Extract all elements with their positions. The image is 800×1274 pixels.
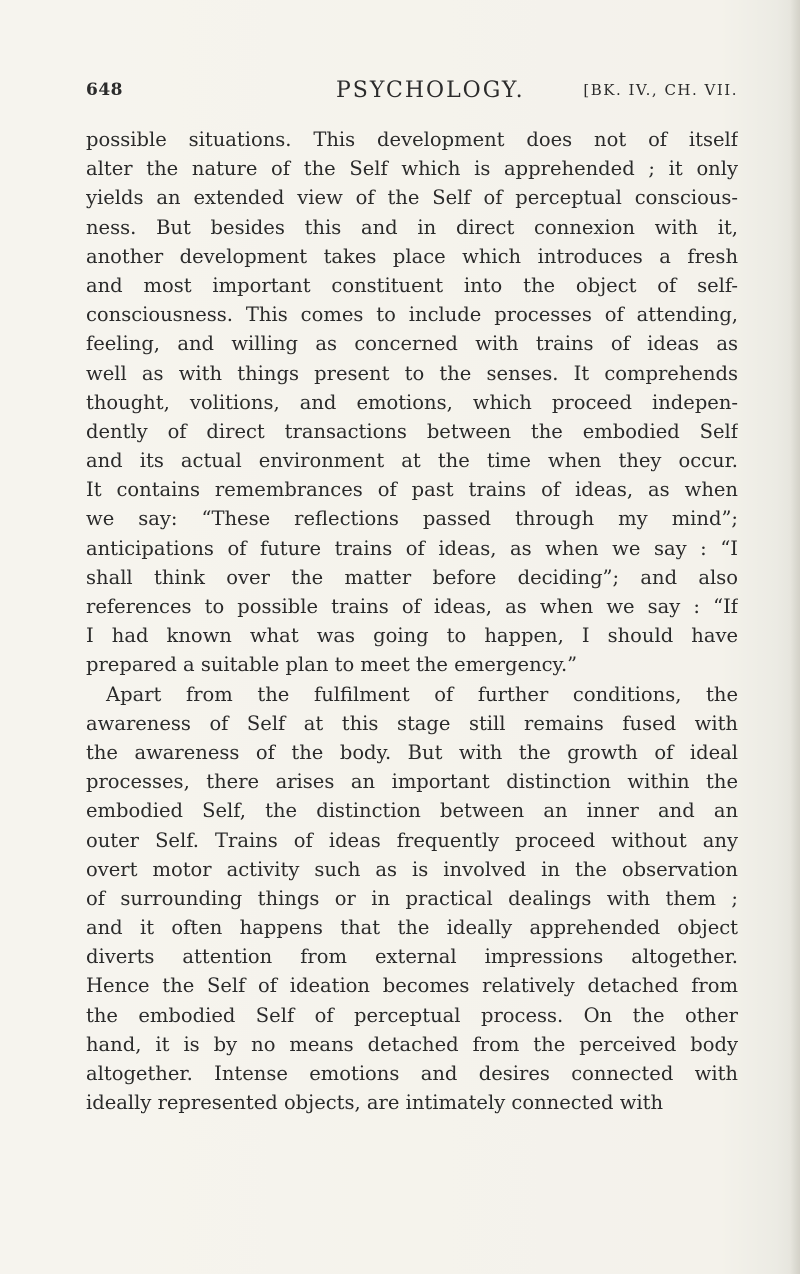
text-line: embodied Self, the distinction between an inner and an bbox=[86, 799, 738, 823]
text-line: awareness of Self at this stage still remains fused with bbox=[86, 711, 738, 735]
page-edge-shadow bbox=[790, 0, 800, 1274]
text-line: thought, volitions, and emotions, which proceed indepen- bbox=[86, 390, 738, 414]
text-line: outer Self. Trains of ideas frequently proceed without any bbox=[86, 828, 738, 852]
text-line: It contains remembrances of past trains of ideas, as when bbox=[86, 478, 738, 502]
text-line: ness. But besides this and in direct connexion with it, bbox=[86, 215, 738, 239]
text-line: alter the nature of the Self which is apprehended ; it only bbox=[86, 157, 738, 181]
text-line: altogether. Intense emotions and desires connected with bbox=[86, 1062, 738, 1085]
text-line: ideally represented objects, are intimately connected with bbox=[86, 1091, 664, 1115]
text-line: and it often happens that the ideally apprehended object bbox=[86, 916, 738, 940]
page-number: 648 bbox=[86, 80, 123, 100]
text-line: prepared a suitable plan to meet the emergency.” bbox=[86, 653, 578, 677]
text-line: Apart from the fulfilment of further conditions, the bbox=[106, 682, 738, 706]
text-line: Hence the Self of ideation becomes relatively detached from bbox=[86, 974, 738, 998]
paragraph bbox=[86, 125, 738, 680]
text-line: overt motor activity such as is involved in the observation bbox=[86, 857, 738, 881]
text-line: diverts attention from external impressions altogether. bbox=[86, 945, 738, 969]
text-line: shall think over the matter before deciding”; and also bbox=[86, 565, 738, 589]
text-line: well as with things present to the senses. It comprehends bbox=[86, 361, 738, 385]
text-line: yields an extended view of the Self of perceptual conscious- bbox=[86, 186, 738, 210]
text-line: another development takes place which introduces a fresh bbox=[86, 244, 738, 268]
section-reference: [BK. IV., CH. VII. bbox=[583, 81, 738, 99]
text-line: dently of direct transactions between the embodied Self bbox=[86, 419, 738, 443]
paragraph bbox=[86, 680, 738, 1118]
body-text bbox=[86, 125, 738, 1117]
text-line: the embodied Self of perceptual process. On the other bbox=[86, 1003, 738, 1027]
text-line: hand, it is by no means detached from the perceived body bbox=[86, 1032, 738, 1056]
text-line: and most important constituent into the object of self- bbox=[86, 273, 738, 297]
text-line: the awareness of the body. But with the growth of ideal bbox=[86, 740, 738, 764]
text-line: anticipations of future trains of ideas, as when we say : “I bbox=[86, 536, 738, 560]
text-line: processes, there arises an important distinction within the bbox=[86, 770, 738, 794]
running-head bbox=[86, 78, 738, 108]
text-line: possible situations. This development does not of itself bbox=[86, 128, 738, 151]
running-title: PSYCHOLOGY. bbox=[336, 78, 525, 103]
text-line: I had known what was going to happen, I should have bbox=[86, 624, 738, 648]
text-line: we say: “These reflections passed through my mind”; bbox=[86, 507, 738, 531]
text-line: consciousness. This comes to include processes of attending, bbox=[86, 303, 738, 327]
text-line: of surrounding things or in practical dealings with them ; bbox=[86, 886, 738, 910]
text-line: and its actual environment at the time when they occur. bbox=[86, 449, 738, 473]
text-line: feeling, and willing as concerned with trains of ideas as bbox=[86, 332, 738, 356]
text-line: references to possible trains of ideas, as when we say : “If bbox=[86, 595, 738, 618]
